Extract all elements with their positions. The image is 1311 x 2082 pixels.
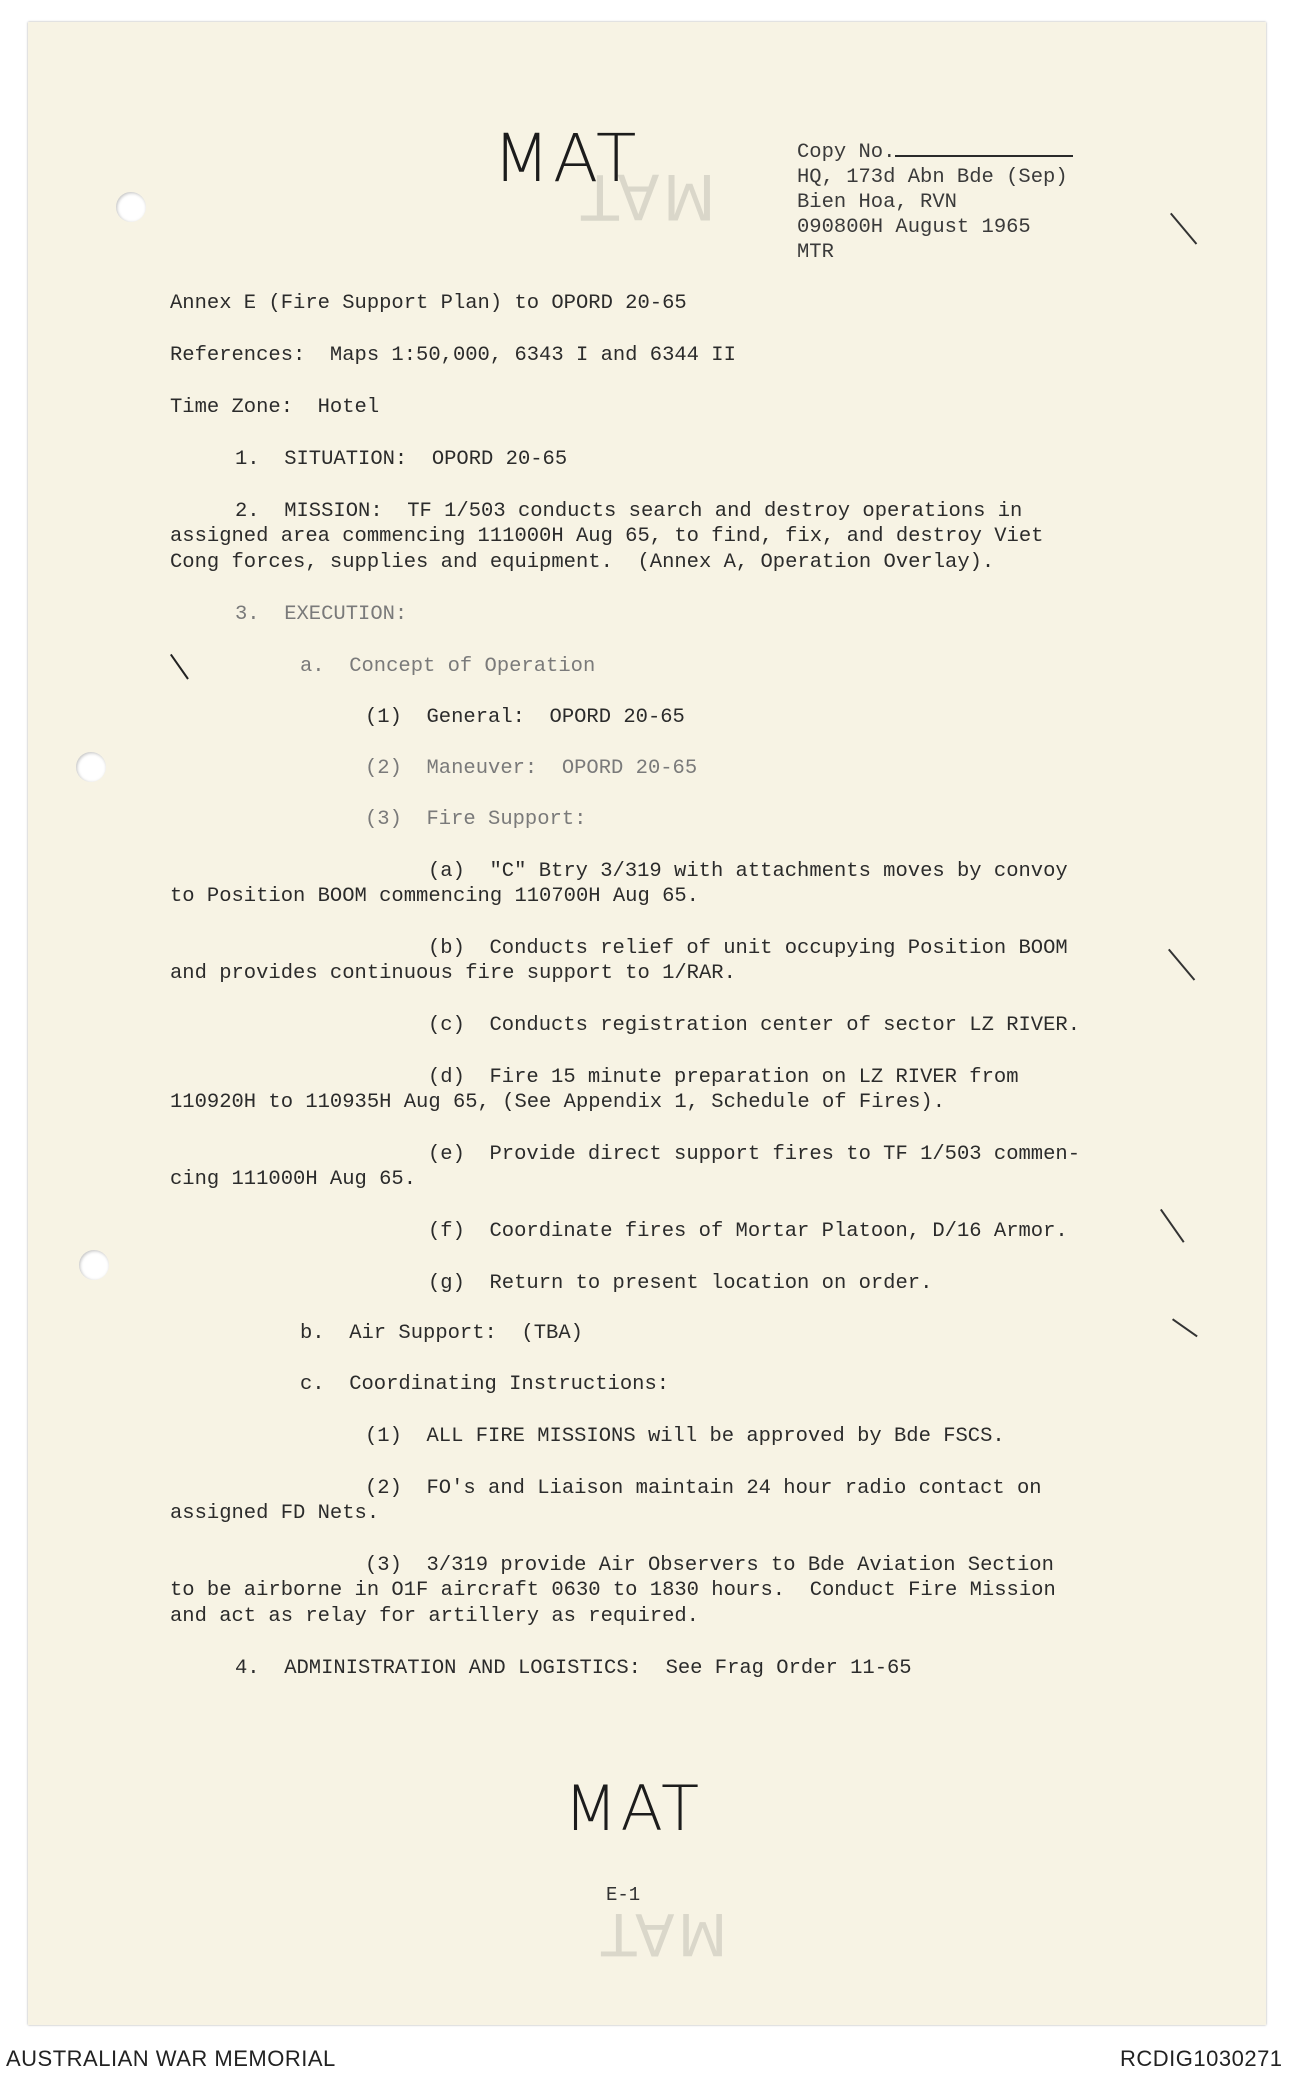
para-execution: 3. EXECUTION:	[235, 603, 408, 626]
air-support: b. Air Support: (TBA)	[300, 1322, 583, 1345]
headquarters: HQ, 173d Abn Bde (Sep)	[797, 166, 1068, 189]
general: (1) General: OPORD 20-65	[365, 706, 685, 729]
message-ref: MTR	[797, 241, 834, 264]
punch-hole	[116, 192, 146, 222]
fire-support-item-b: and provides continuous fire support to 1/RAR.	[170, 962, 736, 985]
fire-support-item-e: (e) Provide direct support fires to TF 1/503 commen-	[428, 1143, 1081, 1166]
para-mission-line: Cong forces, supplies and equipment. (Annex A, Operation Overlay).	[170, 551, 995, 574]
concept-of-operation: a. Concept of Operation	[300, 655, 596, 678]
references: References: Maps 1:50,000, 6343 I and 6344 II	[170, 344, 736, 367]
classification-stamp-bottom: MAT	[564, 1772, 702, 1845]
para-situation: 1. SITUATION: OPORD 20-65	[235, 448, 568, 471]
para-mission-line: 2. MISSION: TF 1/503 conducts search and destroy operations in	[235, 500, 1023, 523]
fire-support-item-g: (g) Return to present location on order.	[428, 1272, 933, 1295]
classification-stamp-top: MAT	[493, 120, 640, 197]
coord-instruction-3: to be airborne in O1F aircraft 0630 to 1830 hours. Conduct Fire Mission	[170, 1579, 1056, 1602]
fire-support-item-d: (d) Fire 15 minute preparation on LZ RIVER from	[428, 1066, 1019, 1089]
fire-support-item-d: 110920H to 110935H Aug 65, (See Appendix 1, Schedule of Fires).	[170, 1091, 946, 1114]
coordinating-instructions: c. Coordinating Instructions:	[300, 1373, 670, 1396]
annex-title: Annex E (Fire Support Plan) to OPORD 20-65	[170, 292, 687, 315]
fire-support-item-a: to Position BOOM commencing 110700H Aug 65.	[170, 885, 699, 908]
fire-support-heading: (3) Fire Support:	[365, 808, 587, 831]
coord-instruction-3: and act as relay for artillery as required.	[170, 1605, 699, 1628]
page-number: E-1	[606, 1884, 641, 1906]
footer-archive-name: AUSTRALIAN WAR MEMORIAL	[6, 2046, 336, 2071]
coord-instruction-1: (1) ALL FIRE MISSIONS will be approved by Bde FSCS.	[365, 1425, 1005, 1448]
maneuver: (2) Maneuver: OPORD 20-65	[365, 757, 698, 780]
coord-instruction-2: (2) FO's and Liaison maintain 24 hour radio contact on	[365, 1477, 1042, 1500]
punch-hole	[79, 1250, 109, 1280]
punch-hole	[76, 752, 106, 782]
stamp-show-through: MAT	[578, 160, 716, 233]
copy-block	[797, 140, 1073, 265]
copy-number: Copy No.	[797, 140, 1073, 165]
fire-support-item-c: (c) Conducts registration center of sector LZ RIVER.	[428, 1014, 1081, 1037]
fire-support-item-b: (b) Conducts relief of unit occupying Position BOOM	[428, 937, 1068, 960]
footer-item-id: RCDIG1030271	[1120, 2046, 1283, 2071]
fire-support-item-f: (f) Coordinate fires of Mortar Platoon, D/16 Armor.	[428, 1220, 1068, 1243]
coord-instruction-3: (3) 3/319 provide Air Observers to Bde Aviation Section	[365, 1554, 1054, 1577]
fire-support-item-a: (a) "C" Btry 3/319 with attachments moves by convoy	[428, 860, 1068, 883]
coord-instruction-2: assigned FD Nets.	[170, 1502, 380, 1525]
fire-support-item-e: cing 111000H Aug 65.	[170, 1168, 417, 1191]
para-admin-logistics: 4. ADMINISTRATION AND LOGISTICS: See Frag Order 11-65	[235, 1657, 912, 1680]
time-zone: Time Zone: Hotel	[170, 396, 380, 419]
date-time-group: 090800H August 1965	[797, 216, 1031, 239]
stamp-show-through: MAT	[598, 1900, 728, 1968]
para-mission-line: assigned area commencing 111000H Aug 65, to find, fix, and destroy Viet	[170, 525, 1044, 548]
location: Bien Hoa, RVN	[797, 191, 957, 214]
